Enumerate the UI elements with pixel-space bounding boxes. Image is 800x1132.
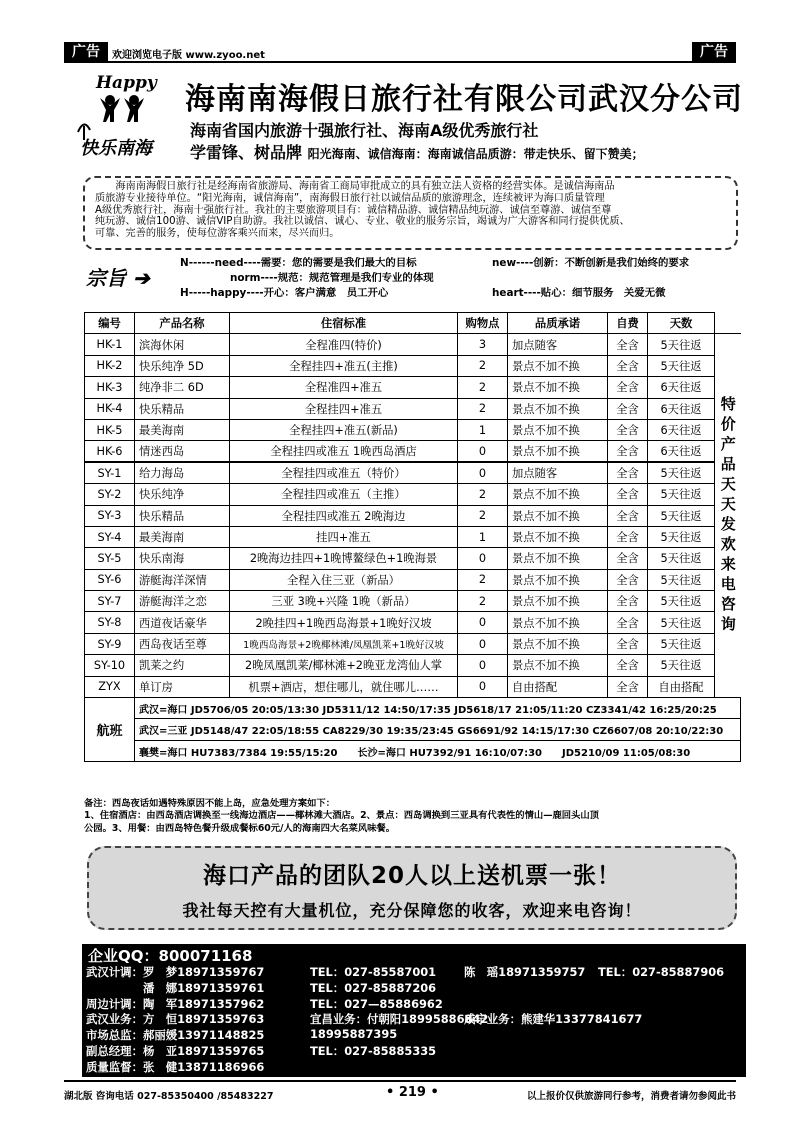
company-intro [83, 176, 738, 250]
table-row [85, 526, 741, 547]
table-cell: 全程入住三亚（新品） [230, 569, 458, 590]
contact-entry: 18995887395 [310, 1027, 398, 1042]
table-cell: 全含 [608, 398, 648, 419]
column-header: 住宿标准 [230, 313, 458, 334]
table-cell: 景点不加不换 [508, 505, 608, 526]
column-header: 产品名称 [135, 313, 230, 334]
table-cell: 全含 [608, 655, 648, 676]
table-row [85, 377, 741, 398]
table-cell: 5天往返 [648, 526, 715, 547]
promo-line2: 我社每天控有大量机位，充分保障您的收客，欢迎来电咨询！ [182, 901, 642, 920]
table-cell: 滨海休闲 [135, 334, 230, 355]
table-cell: 6天往返 [648, 398, 715, 419]
table-cell: HK-3 [85, 377, 135, 398]
table-cell: 景点不加不换 [508, 441, 608, 462]
footer-right: 以上报价仅供旅游同行参考，消费者请勿参阅此书 [526, 1091, 736, 1102]
page-number: • 219 • [386, 1085, 439, 1100]
table-cell: 5天往返 [648, 569, 715, 590]
footer-left: 湖北版 咨询电话 027-85350400 /85483227 [64, 1091, 274, 1102]
table-cell: 0 [458, 548, 508, 569]
table-cell: SY-7 [85, 591, 135, 612]
table-cell: 0 [458, 655, 508, 676]
table-row [85, 612, 741, 633]
tenet-need: N------need----需要：您的需要是我们最大的目标 [180, 257, 417, 269]
table-cell: 给力海岛 [135, 462, 230, 483]
ad-label-right: 广告 [692, 42, 736, 62]
contact-entry: 潘 娜18971359761 [86, 980, 265, 995]
flight-row [85, 740, 741, 761]
table-cell: 全含 [608, 334, 648, 355]
arrow-right-icon: ➔ [132, 266, 150, 290]
side-note [715, 334, 741, 698]
table-row [85, 591, 741, 612]
table-cell: 三亚 3晚+兴隆 1晚（新品） [230, 591, 458, 612]
table-row [85, 355, 741, 376]
table-cell: HK-5 [85, 419, 135, 440]
table-row [85, 655, 741, 676]
flight-info: 武汉=三亚 JD5148/47 22:05/18:55 CA8229/30 19:35/23:45 GS6691/92 14:15/17:30 CZ6607/08 20:10/22:30 [135, 719, 741, 740]
table-cell: 景点不加不换 [508, 377, 608, 398]
flight-info: 襄樊=海口 HU7383/7384 19:55/15:20 长沙=海口 HU7392/91 16:10/07:30 JD5210/09 11:05/08:30 [135, 740, 741, 761]
table-cell: 加点随客 [508, 462, 608, 483]
table-cell: 景点不加不换 [508, 655, 608, 676]
table-cell: 景点不加不换 [508, 526, 608, 547]
table-cell: 全程准四(特价) [230, 334, 458, 355]
table-cell: 机票+酒店，想住哪儿，就住哪儿…… [230, 676, 458, 697]
note-line: 公园。3、用餐：由西岛特色餐升级成餐标60元/人的海南四大名菜风味餐。 [84, 822, 396, 834]
table-cell: 3 [458, 334, 508, 355]
footer-divider [64, 1080, 736, 1082]
table-cell: 2 [458, 355, 508, 376]
promo-line1: 海口产品的团队20人以上送机票一张！ [202, 863, 621, 889]
contact-entry: TEL：027-85885335 [310, 1044, 437, 1058]
table-cell: 加点随客 [508, 334, 608, 355]
table-row [85, 441, 741, 462]
table-cell: HK-4 [85, 398, 135, 419]
table-cell: 景点不加不换 [508, 569, 608, 590]
table-cell: 5天往返 [648, 548, 715, 569]
table-cell: 景点不加不换 [508, 548, 608, 569]
table-cell: 自由搭配 [508, 676, 608, 697]
company-name: 海南南海假日旅行社有限公司武汉分公司 [185, 82, 743, 117]
promo-banner [87, 846, 737, 930]
table-cell: 5天往返 [648, 505, 715, 526]
table-cell: SY-3 [85, 505, 135, 526]
table-cell: 2 [458, 484, 508, 505]
table-cell: 全程挂四或准五（特价） [230, 462, 458, 483]
table-cell: 全含 [608, 676, 648, 697]
contact-entry: TEL：027-85887206 [310, 980, 437, 995]
table-cell: 2晚海边挂四+1晚博鳌绿色+1晚海景 [230, 548, 458, 569]
table-cell: ZYX [85, 676, 135, 697]
table-cell: HK-2 [85, 355, 135, 376]
notes [84, 798, 744, 835]
table-row [85, 569, 741, 590]
table-cell: 情迷西岛 [135, 441, 230, 462]
table-cell: 全含 [608, 355, 648, 376]
tenet-happy: H-----happy----开心：客户满意 员工开心 [180, 287, 389, 299]
table-cell: 6天往返 [648, 419, 715, 440]
table-cell: 5天往返 [648, 355, 715, 376]
note-line: 备注：西岛夜话如遇特殊原因不能上岛，应急处理方案如下： [84, 798, 336, 809]
welcome-text: 欢迎浏览电子版 www.zyoo.net [112, 50, 265, 61]
table-cell: 1晚西岛海景+2晚椰林滩/凤凰凯莱+1晚好汉坡 [230, 633, 458, 654]
table-cell: 景点不加不换 [508, 591, 608, 612]
contact-entry: 陈 瑶18971359757 [464, 965, 586, 979]
table-cell: 2晚凤凰凯莱/椰林滩+2晚亚龙湾仙人掌 [230, 655, 458, 676]
contact-entry: 周边计调：陶 军18971357962 [86, 996, 265, 1011]
table-cell: SY-10 [85, 655, 135, 676]
table-cell: 最美海南 [135, 419, 230, 440]
contact-entry: 咸宁业务：熊建华13377841677 [464, 1012, 643, 1027]
intro-line: A级优秀旅行社，海南十强旅行社。我社的主要旅游项目有：诚信精品游、诚信精品纯玩游、诚信至尊游、诚信至尊 [95, 204, 612, 216]
flight-row [85, 719, 741, 740]
table-cell: SY-1 [85, 462, 135, 483]
table-cell: 快乐纯净 5D [135, 355, 230, 376]
column-header: 自费 [608, 313, 648, 334]
table-cell: 0 [458, 462, 508, 483]
table-cell: 5天往返 [648, 484, 715, 505]
header-divider [64, 61, 736, 63]
column-header: 购物点 [458, 313, 508, 334]
table-cell: 最美海南 [135, 526, 230, 547]
table-cell: 凯莱之约 [135, 655, 230, 676]
contact-entry: TEL：027-85887906 [598, 965, 725, 979]
table-cell: 全程挂四+准五 [230, 398, 458, 419]
tenet-heart: heart----贴心：细节服务 关爱无微 [492, 287, 666, 299]
table-row [85, 505, 741, 526]
table-cell: 纯净非二 6D [135, 377, 230, 398]
table-cell: 0 [458, 612, 508, 633]
table-cell: 1 [458, 526, 508, 547]
table-header-row [85, 313, 741, 334]
company-logo [70, 70, 180, 160]
table-cell: 快乐精品 [135, 505, 230, 526]
table-cell: 游艇海洋之恋 [135, 591, 230, 612]
table-cell: 5天往返 [648, 655, 715, 676]
logo-brand-text: 快乐南海 [80, 138, 152, 159]
table-cell: 2 [458, 398, 508, 419]
table-cell: 挂四+准五 [230, 526, 458, 547]
table-cell: HK-1 [85, 334, 135, 355]
table-cell: 全程挂四+准五(新品) [230, 419, 458, 440]
table-cell: SY-8 [85, 612, 135, 633]
table-cell: SY-4 [85, 526, 135, 547]
tenets-label-text: 宗旨 [86, 266, 126, 290]
contact-entry: TEL：027—85886962 [310, 996, 443, 1011]
column-header: 编号 [85, 313, 135, 334]
table-cell: 全含 [608, 441, 648, 462]
side-header-cell [715, 313, 741, 334]
table-cell: 5天往返 [648, 334, 715, 355]
contact-entry: 副总经理：杨 亚18971359765 [86, 1044, 265, 1058]
contact-entry: 宜昌业务：付朝阳18995886842 [310, 1012, 489, 1027]
flights-label: 航班 [85, 698, 135, 762]
table-cell: 西岛夜话至尊 [135, 633, 230, 654]
table-row [85, 633, 741, 654]
side-note-text: 特价产品天天发欢来电咨询 [718, 395, 737, 636]
contact-entry: 武汉计调：罗 梦18971359767 [86, 965, 265, 979]
table-cell: 景点不加不换 [508, 484, 608, 505]
table-cell: 全含 [608, 484, 648, 505]
contact-entry: 武汉业务：方 恒18971359763 [86, 1012, 265, 1027]
table-row [85, 419, 741, 440]
table-cell: 0 [458, 441, 508, 462]
table-cell: 2 [458, 569, 508, 590]
table-cell: HK-6 [85, 441, 135, 462]
table-cell: SY-9 [85, 633, 135, 654]
contact-entry: 质量监督：张 健13871186966 [86, 1059, 265, 1074]
table-cell: 全程挂四或准五 2晚海边 [230, 505, 458, 526]
table-cell: 全含 [608, 419, 648, 440]
table-row [85, 548, 741, 569]
motto-main: 学雷锋、树品牌 [190, 143, 303, 162]
table-cell: 自由搭配 [648, 676, 715, 697]
column-header: 品质承诺 [508, 313, 608, 334]
tenet-norm: norm----规范：规范管理是我们专业的体现 [230, 272, 434, 284]
table-cell: 5天往返 [648, 633, 715, 654]
table-cell: 单订房 [135, 676, 230, 697]
table-cell: 游艇海洋深情 [135, 569, 230, 590]
table-cell: 全程准四+准五 [230, 377, 458, 398]
table-cell: 景点不加不换 [508, 633, 608, 654]
contact-entry: TEL：027-85587001 [310, 965, 437, 979]
intro-line: 纯玩游、诚信100游、诚信VIP自助游。我社以诚信、诚心、专业、敬业的服务宗旨，竭诚为广大游客和同行提供优质、 [95, 216, 630, 228]
note-line: 1、住宿酒店：由西岛酒店调换至一线海边酒店——椰林滩大酒店。2、景点：西岛调换到三亚具有代表性的情山—鹿回头山顶 [84, 810, 599, 822]
table-cell: 全程挂四或准五（主推） [230, 484, 458, 505]
table-cell: 全含 [608, 377, 648, 398]
tenets-label [86, 262, 150, 291]
ad-label-left: 广告 [64, 42, 108, 62]
table-cell: 0 [458, 676, 508, 697]
intro-line: 质旅游专业接待单位。“阳光海南，诚信海南”，南海假日旅行社以诚信品质的旅游理念，连续被评为海口质量管理 [95, 192, 605, 204]
table-cell: 全含 [608, 633, 648, 654]
table-cell: 全含 [608, 612, 648, 633]
table-cell: 全含 [608, 462, 648, 483]
table-cell: 5天往返 [648, 591, 715, 612]
flight-info: 武汉=海口 JD5706/05 20:05/13:30 JD5311/12 14:50/17:35 JD5618/17 21:05/11:20 CZ3341/42 16:25/20:25 [135, 698, 741, 719]
tenet-new: new----创新：不断创新是我们始终的要求 [492, 257, 690, 269]
table-row [85, 334, 741, 355]
table-cell: 2 [458, 591, 508, 612]
table-cell: 5天往返 [648, 462, 715, 483]
tour-table [84, 312, 741, 762]
table-cell: 2 [458, 505, 508, 526]
intro-line: 可靠、完善的服务，使每位游客乘兴而来，尽兴而归。 [95, 228, 340, 240]
table-cell: 西道夜话豪华 [135, 612, 230, 633]
table-row [85, 398, 741, 419]
intro-line: 海南南海假日旅行社是经海南省旅游局、海南省工商局审批成立的具有独立法人资格的经营实体。是诚信海南品 [95, 181, 615, 192]
table-cell: 全含 [608, 591, 648, 612]
table-cell: 景点不加不换 [508, 398, 608, 419]
table-cell: 2晚挂四+1晚西岛海景+1晚好汉坡 [230, 612, 458, 633]
table-cell: 全含 [608, 505, 648, 526]
table-cell: 2 [458, 377, 508, 398]
company-honor: 海南省国内旅游十强旅行社、海南A级优秀旅行社 [190, 121, 539, 140]
company-motto [190, 140, 644, 163]
table-cell: 快乐纯净 [135, 484, 230, 505]
table-cell: 1 [458, 419, 508, 440]
table-cell: 全程挂四+准五(主推) [230, 355, 458, 376]
flight-row [85, 698, 741, 719]
table-cell: SY-2 [85, 484, 135, 505]
table-cell: 5天往返 [648, 612, 715, 633]
contact-entry: 市场总监：郝丽媛13971148825 [86, 1028, 265, 1043]
table-cell: 0 [458, 633, 508, 654]
table-cell: 6天往返 [648, 377, 715, 398]
table-row [85, 676, 741, 697]
table-cell: 景点不加不换 [508, 419, 608, 440]
table-cell: 景点不加不换 [508, 355, 608, 376]
table-cell: 6天往返 [648, 441, 715, 462]
table-cell: 快乐精品 [135, 398, 230, 419]
table-cell: 全含 [608, 569, 648, 590]
logo-top-text: Happy [96, 73, 157, 93]
contact-block [82, 944, 746, 1077]
table-cell: 景点不加不换 [508, 612, 608, 633]
table-row [85, 484, 741, 505]
table-row [85, 462, 741, 483]
column-header: 天数 [648, 313, 715, 334]
table-cell: 全含 [608, 526, 648, 547]
table-cell: 全含 [608, 548, 648, 569]
table-cell: 快乐南海 [135, 548, 230, 569]
motto-sub: 阳光海南、诚信海南：海南诚信品质游：带走快乐、留下赞美； [307, 147, 644, 161]
table-cell: 全程挂四或准五 1晚西岛酒店 [230, 441, 458, 462]
table-cell: SY-6 [85, 569, 135, 590]
table-cell: SY-5 [85, 548, 135, 569]
enterprise-qq: 企业QQ：800071168 [88, 947, 253, 965]
